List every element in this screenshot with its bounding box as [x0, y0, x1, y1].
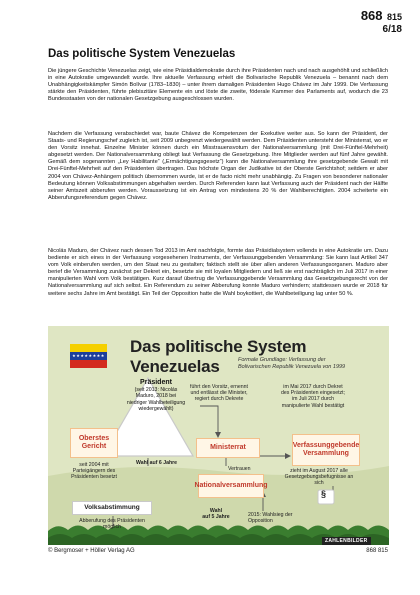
sheet-number: 868 [360, 8, 383, 23]
infographic-title: Das politische System Venezuelas [130, 337, 307, 376]
paragraph-sign-icon: § [321, 489, 327, 499]
page-number-block [361, 8, 402, 35]
venezuela-flag [70, 344, 107, 368]
gericht-note: seit 2004 mit Parteigängern des Präsidenten besetzt [71, 462, 117, 481]
vv-note-top: im Mai 2017 durch Dekret des Präsidenten eingesetzt; im Juli 2017 durch manipulierte Wahl bestätigt [280, 384, 346, 409]
nationalversammlung-box: Nationalversammlung [198, 474, 264, 498]
footer-code: 868 815 [366, 548, 388, 554]
wahl-6-jahre: Wahl auf 6 Jahre [136, 460, 178, 466]
paragraph-3: Nicolás Maduro, der Chávez nach dessen Tod 2013 im Amt nachfolgte, formte das Präsidialsystem vollends in eine Autokratie um. Dazu bediente er sich eines in der Verfassung vorgesehenen Instruments, der Verfassunggebenden Versammlung: Sie kann laut Artikel 347 vom Volk einberufen werden, um den Staat neu zu gestalten; faktisch stellt sie über allen anderen Verfassungsorganen. Maduro aber berief die Versammlung zunächst per Dekret ein, besetzte sie mit loyalen Mitgliedern und ließ sie erst nachträglich im Juli 2017 in einer manipulierten Wahl vom Volk bestätigen. Kurz darauf übertrug die Verfassunggebende Versammlung das Gesetzgebungsrecht von der Nationalversammlung auf sich selbst. Ein Referendum zu seiner Abberufung konnte Maduro verhindern; stattdessen wurde er 2018 für weitere sechs Jahre im Amt bestätigt. Ein Teil der Opposition hatte die Wahl boykottiert, die Wahlbeteiligung lag unter 50 %. [48, 248, 388, 297]
flag-yellow-stripe [70, 344, 107, 352]
arrowhead-vv [285, 453, 291, 459]
copyright: © Bergmoser + Höller Verlag AG [48, 548, 135, 554]
paragraph-2: Nachdem die Verfassung verabschiedet war, baute Chávez die Kompetenzen der Exekutive weiter aus. So kann der Präsident, der Staats- und Regierungschef zugleich ist, seit 2009 unbegrenzt wiedergewählt werden. Dem Präsidenten untersteht der Ministerrat, wo er den Vorsitz innehat. Einzelne Minister können durch ein Misstrauensvotum der Nationalversammlung (mit Drei-Fünftel-Mehrheit) abgesetzt werden. Der Nationalversammlung obliegt laut Verfassung die Gesetzgebung. Ihre Mitglieder werden auf fünf Jahre gewählt. Gemäß dem sogenannten „Ley Habilitante“ („Ermächtigungsgesetz“) kann die Nationalversammlung ihre gesetzgebende Gewalt mit Drei-Fünftel-Mehrheit auf den Präsidenten übertragen. Das höchste Organ der Judikative ist der Oberste Gerichtshof; seitdem er aber 2004 von Chávez-Anhängern politisch übernommen wurde, ist er de facto nicht mehr unabhängig. Zu Fragen von besonderer nationaler Bedeutung können Volksabstimmungen abgehalten werden. Durch Referenden kann laut Verfassung auch der Präsident nach der Hälfte seiner Amtszeit abberufen werden. Voraussetzung ist ein Antrag von mindestens 20 % der Wahlberechtigten. 2004 scheiterte ein Abberufungsreferendum gegen Chávez. [48, 131, 388, 201]
president-powers-note: führt den Vorsitz, ernennt und entlässt die Minister, regiert durch Dekrete [190, 384, 248, 403]
page-counter: 6/18 [382, 24, 402, 35]
volksabstimmung-box: Volksabstimmung [72, 501, 152, 515]
verfassunggebende-versammlung-box: Verfassunggebende Versammlung [292, 434, 360, 466]
wahl-2015-note: 2015: Wahlsieg der Opposition [248, 512, 293, 525]
oberstes-gericht-box: Oberstes Gericht [70, 428, 118, 458]
president-heading: Präsident [140, 379, 172, 386]
vertrauen-label: Vertrauen [228, 466, 251, 472]
paragraph-1: Die jüngere Geschichte Venezuelas zeigt, wie eine Präsidialdemokratie durch ihre Präsidenten nach und nach ausgehöhlt und schließlich in eine Autokratie umgewandelt wurde. Ihre aktuelle Verfassung erhielt die Bolivarische Republik Venezuela – benannt nach dem Unabhängigkeitskämpfer Simón Bolívar (1783–1830) – unter ihrem damaligen Präsidenten Hugo Chávez im Jahr 1999. Die Verfassung stärkte den Präsidenten, führte plebiszitäre Elemente ein und löste die zweite, föderale Kammer des Parlaments auf, wodurch die 23 Bundesstaaten von der nationalen Gesetzgebung ausgeschlossen wurden. [48, 68, 388, 103]
volk-note: Abberufung des Präsidenten möglich [79, 518, 145, 531]
sheet-suffix: 815 [386, 12, 402, 22]
wahl-5-line1: Wahl [209, 508, 223, 514]
president-detail: (seit 2013: Nicolás Maduro, 2018 bei niedriger Wahlbeteiligung wiedergewählt) [126, 387, 186, 412]
zahlenbilder-badge: ZAHLENBILDER [322, 537, 371, 545]
flag-stars-icon: ★★★★★★★★ [72, 353, 105, 358]
infographic-subtitle: Formale Grundlage: Verfassung der Bolivarischen Republik Venezuela von 1999 [238, 357, 346, 370]
page-title: Das politische System Venezuelas [48, 48, 236, 60]
wahl-5-line2: auf 5 Jahre [202, 514, 230, 520]
flag-blue-stripe [70, 352, 107, 360]
ministerrat-box: Ministerrat [196, 438, 260, 458]
infographic [48, 326, 389, 545]
vv-note-bottom: zieht im August 2017 alle Gesetzgebungsbefugnisse an sich [284, 468, 354, 487]
president-label [126, 380, 186, 412]
arrow-president-ministerrat [200, 406, 218, 436]
flag-red-stripe [70, 360, 107, 368]
